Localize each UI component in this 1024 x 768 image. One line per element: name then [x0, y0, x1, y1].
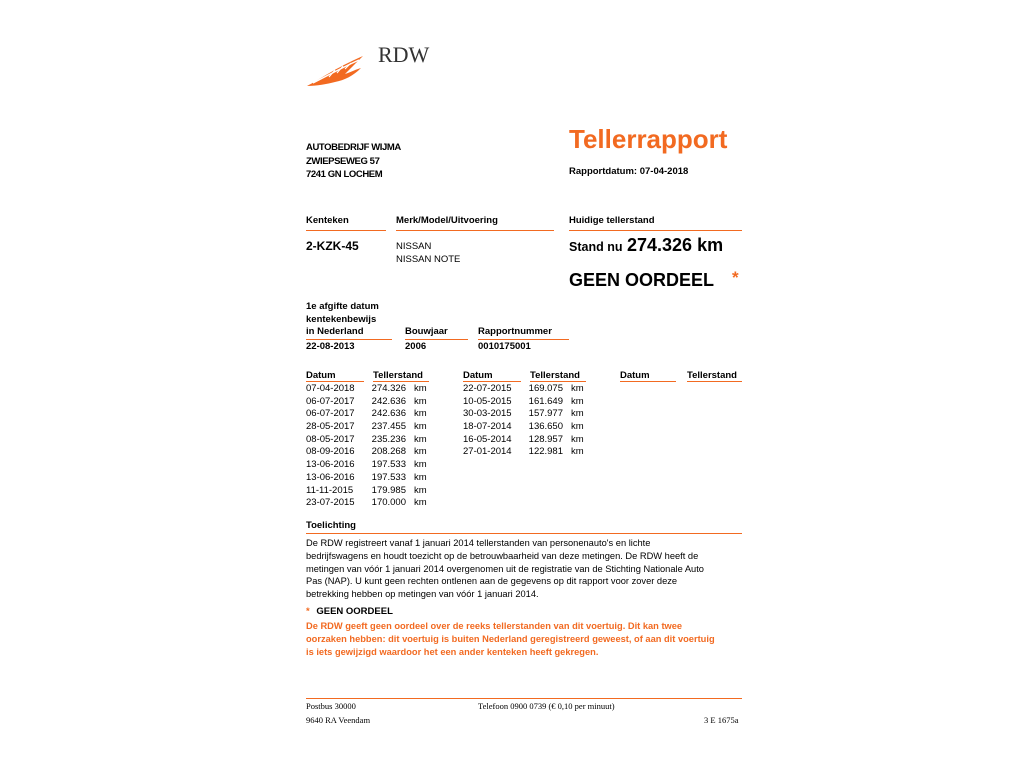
reading-unit: km [571, 421, 584, 433]
reading-unit: km [414, 433, 427, 445]
readings-date-header: Datum [463, 370, 493, 381]
readings-value-header: Tellerstand [687, 370, 737, 381]
huidige-label: Huidige tellerstand [569, 215, 655, 226]
footer-code: 3 E 1675a [704, 715, 739, 725]
oordeel-value: GEEN OORDEEL [569, 270, 715, 290]
reading-date: 06-07-2017 [306, 408, 355, 420]
company-city: 7241 GN LOCHEM [306, 169, 383, 180]
note-text [306, 620, 750, 658]
merk-label: Merk/Model/Uitvoering [396, 215, 498, 226]
table-row [306, 408, 436, 421]
divider [306, 230, 386, 231]
first-issue-label [306, 301, 379, 339]
table-row [306, 485, 436, 498]
readings-list-2 [463, 383, 593, 459]
divider [373, 381, 429, 382]
reading-value: 197.533 [371, 471, 406, 483]
footer-phone: Telefoon 0900 0739 (€ 0,10 per minuut) [478, 701, 615, 711]
readings-date-header: Datum [306, 370, 336, 381]
note-title: GEEN OORDEEL [316, 606, 393, 617]
divider [405, 339, 468, 340]
table-row [463, 383, 593, 396]
first-issue-label-line: kentekenbewijs [306, 313, 377, 325]
reading-date: 22-07-2015 [463, 383, 512, 394]
reading-date: 10-05-2015 [463, 395, 512, 407]
reading-value: 179.985 [371, 484, 406, 496]
divider [478, 339, 569, 340]
reading-value: 197.533 [371, 459, 406, 471]
reading-value: 235.236 [371, 433, 406, 445]
reading-unit: km [571, 395, 584, 407]
divider [306, 339, 392, 340]
reading-value: 274.326 [371, 383, 406, 394]
model-value: NISSAN NOTE [396, 253, 461, 265]
footer-city: 9640 RA Veendam [306, 715, 371, 725]
stand-prefix: Stand nu [569, 240, 623, 254]
footer-divider [306, 698, 742, 699]
divider [463, 381, 521, 382]
reading-date: 30-03-2015 [463, 408, 512, 420]
reading-value: 161.649 [528, 395, 563, 407]
bouwjaar-value: 2006 [405, 341, 427, 352]
reading-date: 27-01-2014 [463, 446, 512, 458]
rapport-value: 0010175001 [478, 341, 531, 352]
reading-value: 122.981 [528, 446, 563, 458]
divider [306, 381, 364, 382]
reading-unit: km [414, 459, 427, 471]
reading-unit: km [571, 446, 584, 458]
reading-date: 08-09-2016 [306, 446, 355, 458]
reading-date: 11-11-2015 [306, 484, 354, 496]
reading-unit: km [571, 408, 584, 420]
toelichting-line: Pas (NAP). U kunt geen rechten ontlenen aan de gegevens op dit rapport voor zover deze [306, 576, 678, 587]
table-row [463, 421, 593, 434]
toelichting-line: metingen van vóór 1 januari 2014 overgenomen uit de registratie van de Stichting Nationale Auto [306, 563, 704, 574]
readings-list-1 [306, 383, 436, 510]
reading-value: 208.268 [371, 446, 406, 458]
reading-unit: km [414, 497, 427, 509]
reading-value: 128.957 [528, 433, 563, 445]
table-row [306, 434, 436, 447]
reading-date: 07-04-2018 [306, 383, 355, 394]
table-row [306, 459, 436, 472]
table-row [306, 421, 436, 434]
reading-date: 06-07-2017 [306, 395, 355, 407]
divider [396, 230, 554, 231]
report-date: Rapportdatum: 07-04-2018 [569, 166, 689, 177]
reading-value: 242.636 [371, 408, 406, 420]
table-row [306, 396, 436, 409]
table-row [306, 383, 436, 396]
vehicle-merk-model [396, 241, 460, 266]
note-line: is iets gewijzigd waardoor het een ander kenteken heeft gekregen. [306, 646, 599, 657]
reading-unit: km [414, 395, 427, 407]
reading-value: 242.636 [371, 395, 406, 407]
reading-unit: km [571, 383, 584, 394]
toelichting-text [306, 537, 746, 601]
readings-value-header: Tellerstand [530, 370, 580, 381]
note-marker: * [306, 606, 310, 617]
first-issue-value: 22-08-2013 [306, 341, 355, 352]
table-row [306, 446, 436, 459]
company-street: ZWIEPSEWEG 57 [306, 155, 380, 167]
reading-unit: km [414, 446, 427, 458]
table-row [463, 446, 593, 459]
reading-value: 136.650 [528, 421, 563, 433]
readings-date-header: Datum [620, 370, 650, 381]
rdw-logo-icon [305, 52, 377, 90]
reading-unit: km [414, 383, 427, 394]
oordeel-marker: * [732, 268, 739, 287]
note-line: De RDW geeft geen oordeel over de reeks tellerstanden van dit voertuig. Dit kan twee [306, 621, 683, 631]
note-heading [306, 606, 393, 617]
reading-value: 170.000 [371, 497, 406, 509]
toelichting-line: bedrijfswagens en houdt toezicht op de betrouwbaarheid van deze metingen. De RDW heeft de [306, 550, 699, 561]
reading-unit: km [414, 484, 427, 496]
reading-value: 157.977 [528, 408, 563, 420]
bouwjaar-label: Bouwjaar [405, 326, 448, 337]
footer-postbus: Postbus 30000 [306, 701, 356, 711]
divider [687, 381, 742, 382]
table-row [463, 408, 593, 421]
reading-date: 13-06-2016 [306, 459, 355, 471]
divider [306, 533, 742, 534]
first-issue-label-line: 1e afgifte datum [306, 301, 379, 312]
rapport-label: Rapportnummer [478, 326, 552, 337]
divider [569, 230, 742, 231]
reading-unit: km [414, 421, 427, 433]
reading-value: 169.075 [528, 383, 563, 394]
toelichting-line: betrekking hebben op metingen van vóór 1 januari 2014. [306, 589, 539, 600]
reading-date: 13-06-2016 [306, 471, 355, 483]
reading-date: 18-07-2014 [463, 421, 512, 433]
toelichting-title: Toelichting [306, 520, 356, 531]
readings-value-header: Tellerstand [373, 370, 423, 381]
report-title: Tellerrapport [569, 124, 728, 154]
table-row [306, 497, 436, 510]
kenteken-value: 2-KZK-45 [306, 239, 359, 253]
reading-date: 23-07-2015 [306, 497, 355, 509]
reading-value: 237.455 [371, 421, 406, 433]
company-address [306, 141, 401, 182]
reading-date: 08-05-2017 [306, 433, 355, 445]
company-name: AUTOBEDRIJF WIJMA [306, 142, 401, 153]
divider [620, 381, 676, 382]
first-issue-label-line: in Nederland [306, 326, 364, 338]
stand-value: 274.326 km [627, 235, 724, 255]
divider [530, 381, 586, 382]
table-row [463, 396, 593, 409]
merk-value: NISSAN [396, 241, 432, 252]
toelichting-line: De RDW registreert vanaf 1 januari 2014 tellerstanden van personenauto's en lichte [306, 538, 651, 548]
note-line: oorzaken hebben: dit voertuig is buiten Nederland geregistreerd geweest, of aan dit voertuig [306, 633, 715, 644]
reading-date: 16-05-2014 [463, 433, 512, 445]
reading-unit: km [414, 408, 427, 420]
reading-date: 28-05-2017 [306, 421, 355, 433]
brand-name: RDW [378, 42, 430, 67]
reading-unit: km [414, 471, 427, 483]
table-row [463, 434, 593, 447]
reading-unit: km [571, 433, 584, 445]
table-row [306, 472, 436, 485]
kenteken-label: Kenteken [306, 215, 349, 226]
